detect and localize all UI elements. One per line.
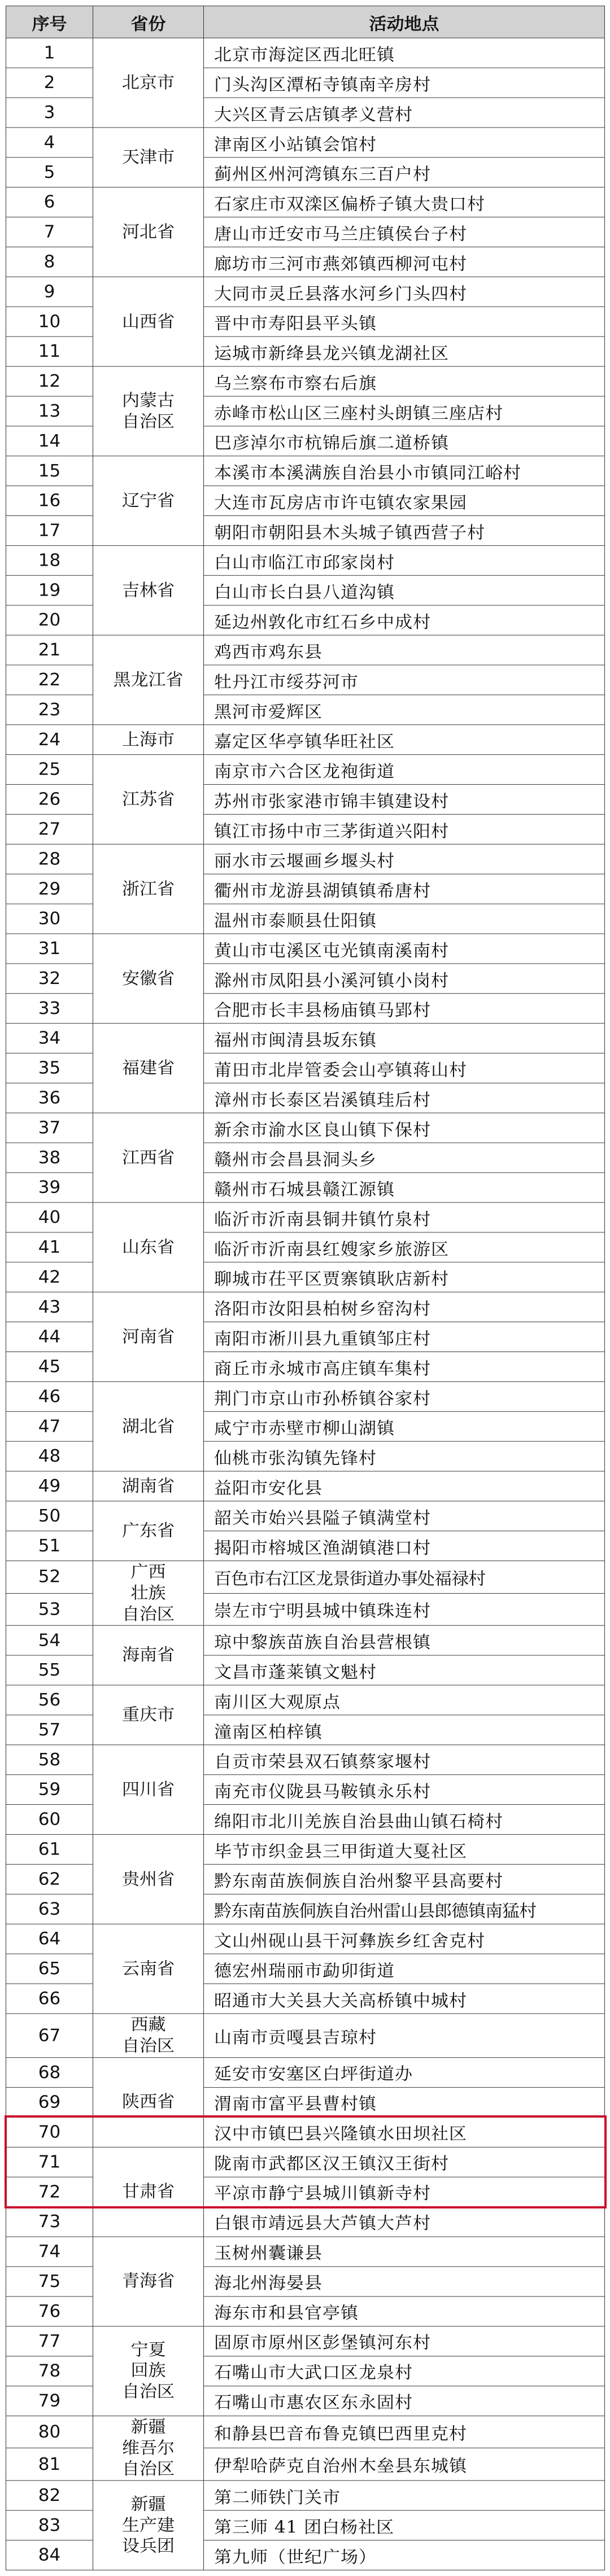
- row-index: 37: [6, 1113, 93, 1143]
- row-index: 33: [6, 994, 93, 1024]
- location-cell: 百色市右江区龙景街道办事处福禄村: [204, 1561, 605, 1593]
- row-index: 35: [6, 1053, 93, 1083]
- table-row: [6, 456, 605, 486]
- row-index: 71: [6, 2147, 93, 2177]
- location-cell: 镇江市扬中市三茅街道兴阳村: [204, 814, 605, 844]
- location-cell: 白山市长白县八道沟镇: [204, 575, 605, 605]
- row-index: 76: [6, 2297, 93, 2326]
- location-cell: 汉中市镇巴县兴隆镇水田坝社区: [204, 2117, 605, 2147]
- row-index: 39: [6, 1173, 93, 1202]
- province-cell: 贵州省: [93, 1835, 204, 1925]
- row-index: 15: [6, 456, 93, 486]
- location-cell: 石嘴山市大武口区龙泉村: [204, 2356, 605, 2386]
- row-index: 63: [6, 1894, 93, 1924]
- table-row: [6, 187, 605, 217]
- location-cell: 黔东南苗族侗族自治州雷山县郎德镇南猛村: [204, 1894, 605, 1924]
- province-cell: 安徽省: [93, 934, 204, 1024]
- row-index: 59: [6, 1775, 93, 1805]
- row-index: 84: [6, 2540, 93, 2570]
- province-cell: 海南省: [93, 1625, 204, 1685]
- table-row: [6, 934, 605, 964]
- row-index: 29: [6, 874, 93, 904]
- row-index: 47: [6, 1411, 93, 1441]
- location-cell: 商丘市永城市高庄镇车集村: [204, 1352, 605, 1381]
- row-index: 69: [6, 2087, 93, 2117]
- location-cell: 巴彦淖尔市杭锦后旗二道桥镇: [204, 426, 605, 456]
- location-cell: 毕节市织金县三甲街道大戛社区: [204, 1835, 605, 1865]
- row-index: 45: [6, 1352, 93, 1381]
- row-index: 67: [6, 2014, 93, 2057]
- province-cell: 北京市: [93, 38, 204, 128]
- province-cell: 甘肃省: [93, 2147, 204, 2237]
- location-cell: 南京市六合区龙袍街道: [204, 755, 605, 785]
- location-cell: 朝阳市朝阳县木头城子镇西营子村: [204, 516, 605, 546]
- row-index: 38: [6, 1143, 93, 1173]
- location-cell: 第三师 41 团白杨社区: [204, 2511, 605, 2540]
- row-index: 46: [6, 1381, 93, 1411]
- location-cell: 和静县巴音布鲁克镇巴西里克村: [204, 2416, 605, 2448]
- row-index: 54: [6, 1625, 93, 1655]
- table-row: [6, 1292, 605, 1322]
- row-index: 31: [6, 934, 93, 964]
- table-row: [6, 1471, 605, 1501]
- location-cell: 文昌市蓬莱镇文魁村: [204, 1655, 605, 1685]
- row-index: 72: [6, 2177, 93, 2207]
- row-index: 61: [6, 1835, 93, 1865]
- province-cell: 山西省: [93, 277, 204, 366]
- location-cell: 潼南区柏梓镇: [204, 1715, 605, 1745]
- row-index: 13: [6, 396, 93, 426]
- location-cell: 合肥市长丰县杨庙镇马郢村: [204, 994, 605, 1024]
- table-row: [6, 545, 605, 575]
- row-index: 12: [6, 366, 93, 396]
- row-index: 51: [6, 1531, 93, 1561]
- location-cell: 临沂市沂南县铜井镇竹泉村: [204, 1202, 605, 1232]
- row-index: 62: [6, 1865, 93, 1895]
- location-cell: 临沂市沂南县红嫂家乡旅游区: [204, 1232, 605, 1262]
- location-cell: 乌兰察布市察右后旗: [204, 366, 605, 396]
- row-index: 57: [6, 1715, 93, 1745]
- activity-location-table: [6, 6, 605, 2570]
- province-cell: 湖南省: [93, 1471, 204, 1501]
- location-cell: 黑河市爱辉区: [204, 695, 605, 725]
- row-index: 8: [6, 247, 93, 277]
- province-cell: 湖北省: [93, 1381, 204, 1471]
- location-cell: 本溪市本溪满族自治县小市镇同江峪村: [204, 456, 605, 486]
- location-cell: 唐山市迁安市马兰庄镇侯台子村: [204, 217, 605, 247]
- table-row: [6, 844, 605, 874]
- row-index: 81: [6, 2448, 93, 2481]
- row-index: 52: [6, 1561, 93, 1593]
- table-row: [6, 1024, 605, 1053]
- table-row: [6, 277, 605, 307]
- location-cell: 滁州市凤阳县小溪河镇小岗村: [204, 964, 605, 994]
- row-index: 75: [6, 2267, 93, 2297]
- header-location: 活动地点: [204, 6, 605, 38]
- row-index: 24: [6, 725, 93, 755]
- table-row: [6, 1924, 605, 1954]
- table-row: [6, 1685, 605, 1715]
- row-index: 49: [6, 1471, 93, 1501]
- row-index: 6: [6, 187, 93, 217]
- row-index: 70: [6, 2117, 93, 2147]
- location-cell: 黔东南苗族侗族自治州黎平县高要村: [204, 1865, 605, 1895]
- table-row: [6, 1835, 605, 1865]
- row-index: 21: [6, 635, 93, 665]
- province-cell: 江西省: [93, 1113, 204, 1202]
- row-index: 78: [6, 2356, 93, 2386]
- province-cell: 河南省: [93, 1292, 204, 1382]
- row-index: 28: [6, 844, 93, 874]
- table-body: [6, 38, 605, 2570]
- table-row: [6, 1501, 605, 1531]
- location-cell: 德宏州瑞丽市勐卯街道: [204, 1954, 605, 1984]
- location-cell: 黄山市屯溪区屯光镇南溪南村: [204, 934, 605, 964]
- row-index: 14: [6, 426, 93, 456]
- row-index: 30: [6, 904, 93, 934]
- location-cell: 大连市瓦房店市许屯镇农家果园: [204, 486, 605, 516]
- location-cell: 牡丹江市绥芬河市: [204, 665, 605, 695]
- row-index: 50: [6, 1501, 93, 1531]
- location-cell: 昭通市大关县大关高桥镇中城村: [204, 1984, 605, 2014]
- table-row: [6, 755, 605, 785]
- row-index: 11: [6, 336, 93, 366]
- province-cell: 天津市: [93, 128, 204, 187]
- row-index: 44: [6, 1322, 93, 1352]
- province-cell: 内蒙古 自治区: [93, 366, 204, 456]
- table-row: [6, 2481, 605, 2511]
- row-index: 2: [6, 68, 93, 98]
- row-index: 74: [6, 2237, 93, 2267]
- location-cell: 衢州市龙游县湖镇镇希唐村: [204, 874, 605, 904]
- province-cell: 新疆 维吾尔 自治区: [93, 2416, 204, 2481]
- row-index: 36: [6, 1083, 93, 1113]
- row-index: 65: [6, 1954, 93, 1984]
- table-row: [6, 2326, 605, 2356]
- province-cell: 辽宁省: [93, 456, 204, 546]
- location-cell: 聊城市茌平区贾寨镇耿店新村: [204, 1262, 605, 1292]
- location-cell: 白山市临江市邱家岗村: [204, 545, 605, 575]
- location-cell: 文山州砚山县干河彝族乡红舍克村: [204, 1924, 605, 1954]
- location-cell: 崇左市宁明县城中镇珠连村: [204, 1593, 605, 1625]
- location-cell: 门头沟区潭柘寺镇南辛房村: [204, 68, 605, 98]
- location-cell: 咸宁市赤壁市柳山湖镇: [204, 1411, 605, 1441]
- location-cell: 南充市仪陇县马鞍镇永乐村: [204, 1775, 605, 1805]
- province-cell: 上海市: [93, 725, 204, 755]
- table-row: [6, 366, 605, 396]
- location-cell: 第九师（世纪广场）: [204, 2540, 605, 2570]
- province-cell: 重庆市: [93, 1685, 204, 1745]
- row-index: 64: [6, 1924, 93, 1954]
- location-cell: 南川区大观原点: [204, 1685, 605, 1715]
- table-row: [6, 38, 605, 68]
- location-cell: 津南区小站镇会馆村: [204, 128, 605, 158]
- province-cell: 四川省: [93, 1745, 204, 1835]
- location-cell: 赤峰市松山区三座村头朗镇三座店村: [204, 396, 605, 426]
- province-cell: 山东省: [93, 1202, 204, 1292]
- row-index: 4: [6, 128, 93, 158]
- row-index: 26: [6, 785, 93, 815]
- table-row: [6, 1202, 605, 1232]
- province-cell: 宁夏 回族 自治区: [93, 2326, 204, 2416]
- location-cell: 绵阳市北川羌族自治县曲山镇石椅村: [204, 1805, 605, 1835]
- row-index: 40: [6, 1202, 93, 1232]
- province-cell: 陕西省: [93, 2057, 204, 2147]
- row-index: 23: [6, 695, 93, 725]
- row-index: 18: [6, 545, 93, 575]
- row-index: 9: [6, 277, 93, 307]
- table-header-row: [6, 6, 605, 38]
- table-row: [6, 1113, 605, 1143]
- row-index: 34: [6, 1024, 93, 1053]
- location-cell: 第二师铁门关市: [204, 2481, 605, 2511]
- province-cell: 黑龙江省: [93, 635, 204, 725]
- location-cell: 揭阳市榕城区渔湖镇港口村: [204, 1531, 605, 1561]
- location-cell: 赣州市会昌县洞头乡: [204, 1143, 605, 1173]
- table-row: [6, 1381, 605, 1411]
- table-row: [6, 1561, 605, 1593]
- row-index: 77: [6, 2326, 93, 2356]
- province-cell: 河北省: [93, 187, 204, 277]
- row-index: 20: [6, 605, 93, 635]
- province-cell: 广西 壮族 自治区: [93, 1561, 204, 1626]
- location-cell: 大兴区青云店镇孝义营村: [204, 98, 605, 128]
- location-cell: 白银市靖远县大芦镇大芦村: [204, 2207, 605, 2237]
- location-cell: 海东市和县官亭镇: [204, 2297, 605, 2326]
- location-cell: 南阳市淅川县九重镇邹庄村: [204, 1322, 605, 1352]
- table-row: [6, 2237, 605, 2267]
- row-index: 43: [6, 1292, 93, 1322]
- province-cell: 云南省: [93, 1924, 204, 2014]
- province-cell: 青海省: [93, 2237, 204, 2326]
- row-index: 73: [6, 2207, 93, 2237]
- row-index: 1: [6, 38, 93, 68]
- location-cell: 伊犁哈萨克自治州木垒县东城镇: [204, 2448, 605, 2481]
- location-cell: 运城市新绛县龙兴镇龙湖社区: [204, 336, 605, 366]
- location-cell: 丽水市云堰画乡堰头村: [204, 844, 605, 874]
- location-cell: 苏州市张家港市锦丰镇建设村: [204, 785, 605, 815]
- location-cell: 大同市灵丘县落水河乡门头四村: [204, 277, 605, 307]
- row-index: 16: [6, 486, 93, 516]
- province-cell: 吉林省: [93, 545, 204, 635]
- row-index: 48: [6, 1441, 93, 1471]
- table-row: [6, 725, 605, 755]
- row-index: 42: [6, 1262, 93, 1292]
- header-province: 省份: [93, 6, 204, 38]
- table-row: [6, 2014, 605, 2057]
- location-cell: 蓟州区州河湾镇东三百户村: [204, 158, 605, 187]
- location-cell: 赣州市石城县赣江源镇: [204, 1173, 605, 1202]
- row-index: 41: [6, 1232, 93, 1262]
- location-cell: 益阳市安化县: [204, 1471, 605, 1501]
- row-index: 80: [6, 2416, 93, 2448]
- location-cell: 漳州市长泰区岩溪镇珪后村: [204, 1083, 605, 1113]
- row-index: 82: [6, 2481, 93, 2511]
- location-cell: 嘉定区华亭镇华旺社区: [204, 725, 605, 755]
- table-row: [6, 1745, 605, 1775]
- table-row: [6, 2416, 605, 2448]
- location-cell: 晋中市寿阳县平头镇: [204, 307, 605, 336]
- location-cell: 洛阳市汝阳县柏树乡窑沟村: [204, 1292, 605, 1322]
- row-index: 22: [6, 665, 93, 695]
- location-cell: 仙桃市张沟镇先锋村: [204, 1441, 605, 1471]
- row-index: 10: [6, 307, 93, 336]
- row-index: 32: [6, 964, 93, 994]
- location-cell: 石嘴山市惠农区东永固村: [204, 2386, 605, 2416]
- location-cell: 温州市泰顺县仕阳镇: [204, 904, 605, 934]
- row-index: 5: [6, 158, 93, 187]
- province-cell: 新疆 生产建 设兵团: [93, 2481, 204, 2570]
- row-index: 79: [6, 2386, 93, 2416]
- location-cell: 玉树州囊谦县: [204, 2237, 605, 2267]
- row-index: 58: [6, 1745, 93, 1775]
- location-cell: 延边州敦化市红石乡中成村: [204, 605, 605, 635]
- row-index: 7: [6, 217, 93, 247]
- province-cell: 广东省: [93, 1501, 204, 1561]
- location-cell: 延安市安塞区白坪街道办: [204, 2057, 605, 2087]
- row-index: 53: [6, 1593, 93, 1625]
- province-cell: 福建省: [93, 1024, 204, 1113]
- location-cell: 自贡市荣县双石镇蔡家堰村: [204, 1745, 605, 1775]
- table-row: [6, 128, 605, 158]
- location-cell: 琼中黎族苗族自治县营根镇: [204, 1625, 605, 1655]
- location-cell: 新余市渝水区良山镇下保村: [204, 1113, 605, 1143]
- location-cell: 鸡西市鸡东县: [204, 635, 605, 665]
- province-cell: 江苏省: [93, 755, 204, 845]
- table-row: [6, 2147, 605, 2177]
- location-cell: 海北州海晏县: [204, 2267, 605, 2297]
- table-row: [6, 1625, 605, 1655]
- row-index: 68: [6, 2057, 93, 2087]
- row-index: 66: [6, 1984, 93, 2014]
- province-cell: 西藏 自治区: [93, 2014, 204, 2057]
- location-cell: 山南市贡嘎县吉琼村: [204, 2014, 605, 2057]
- location-cell: 荆门市京山市孙桥镇谷家村: [204, 1381, 605, 1411]
- table-row: [6, 635, 605, 665]
- location-cell: 北京市海淀区西北旺镇: [204, 38, 605, 68]
- location-cell: 莆田市北岸管委会山亭镇蒋山村: [204, 1053, 605, 1083]
- row-index: 60: [6, 1805, 93, 1835]
- location-cell: 陇南市武都区汉王镇汉王街村: [204, 2147, 605, 2177]
- row-index: 19: [6, 575, 93, 605]
- row-index: 83: [6, 2511, 93, 2540]
- location-cell: 福州市闽清县坂东镇: [204, 1024, 605, 1053]
- table-row: [6, 2057, 605, 2087]
- header-index: 序号: [6, 6, 93, 38]
- location-cell: 石家庄市双滦区偏桥子镇大贵口村: [204, 187, 605, 217]
- row-index: 17: [6, 516, 93, 546]
- location-cell: 固原市原州区彭堡镇河东村: [204, 2326, 605, 2356]
- location-cell: 渭南市富平县曹村镇: [204, 2087, 605, 2117]
- row-index: 3: [6, 98, 93, 128]
- row-index: 55: [6, 1655, 93, 1685]
- location-cell: 平凉市静宁县城川镇新寺村: [204, 2177, 605, 2207]
- province-cell: 浙江省: [93, 844, 204, 934]
- row-index: 25: [6, 755, 93, 785]
- row-index: 27: [6, 814, 93, 844]
- location-cell: 韶关市始兴县隘子镇满堂村: [204, 1501, 605, 1531]
- row-index: 56: [6, 1685, 93, 1715]
- location-cell: 廊坊市三河市燕郊镇西柳河屯村: [204, 247, 605, 277]
